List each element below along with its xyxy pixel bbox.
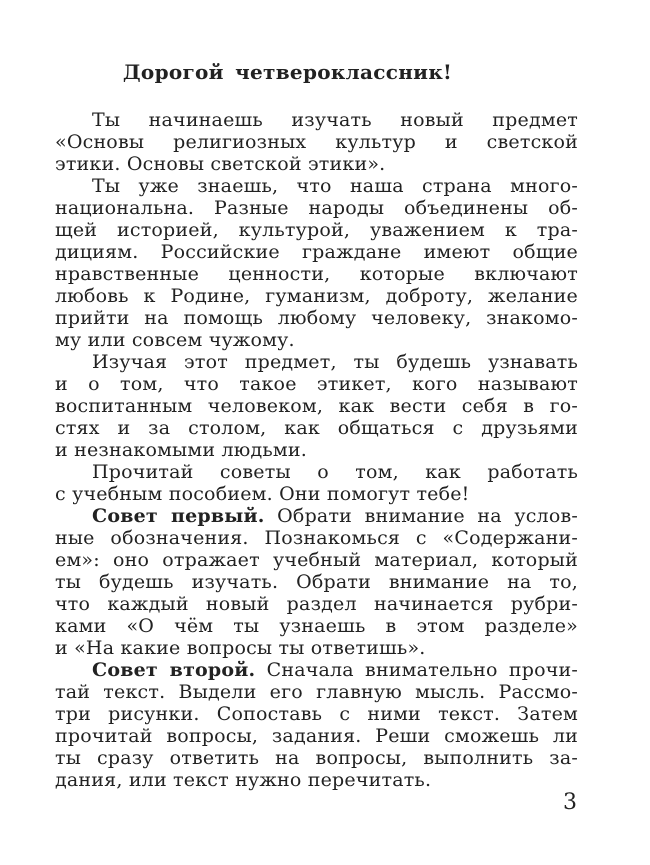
text-line: этики. Основы светской этики». (55, 153, 386, 175)
text-line: ками «О чём ты узнаешь в этом разделе» (55, 615, 578, 637)
text-line: прочитай вопросы, задания. Реши сможешь ли (55, 725, 578, 747)
paragraph (55, 175, 578, 351)
text-line: и о том, что такое этикет, кого называют (55, 373, 578, 395)
text-line: и «На какие вопросы ты ответишь». (55, 637, 426, 659)
paragraph (55, 351, 578, 461)
text-line: нравственные ценности, которые включают (55, 263, 578, 285)
text-line: ты сразу ответить на вопросы, выполнить за- (55, 747, 578, 769)
text-line: любовь к Родине, гуманизм, доброту, желание (55, 285, 578, 307)
text-line: и незнакомыми людьми. (55, 439, 307, 461)
text-line: ты будешь изучать. Обрати внимание на то, (55, 571, 578, 593)
text-column (55, 60, 578, 791)
text-line: Совет второй. Сначала внимательно прочи- (92, 659, 578, 681)
bold-lead: Совет второй. (92, 659, 256, 681)
text-line: дания, или текст нужно перечитать. (55, 769, 432, 791)
page-number: 3 (563, 790, 577, 815)
text-line: воспитанным человеком, как вести себя в го- (55, 395, 578, 417)
text-line: национальна. Разные народы объединены об- (55, 197, 578, 219)
text-line: Совет первый. Обрати внимание на услов- (92, 505, 578, 527)
text-line: щей историей, культурой, уважением к тра- (55, 219, 578, 241)
text-block (55, 109, 578, 791)
text-line: Ты уже знаешь, что наша страна много- (92, 175, 578, 197)
text-line: три рисунки. Сопоставь с ними текст. Затем (55, 703, 578, 725)
text-line: Ты начинаешь изучать новый предмет (92, 109, 578, 131)
text-line: Прочитай советы о том, как работать (92, 461, 578, 483)
bold-lead: Совет первый. (92, 505, 265, 527)
text-line: дициям. Российские граждане имеют общие (55, 241, 578, 263)
text-line: прийти на помощь любому человеку, знакомо- (55, 307, 578, 329)
text-line: «Основы религиозных культур и светской (55, 131, 578, 153)
text-line: ные обозначения. Познакомься с «Содержани- (55, 527, 578, 549)
paragraph (55, 461, 578, 505)
text-line: стях и за столом, как общаться с друзьями (55, 417, 578, 439)
paragraph (55, 505, 578, 659)
text-line: му или совсем чужому. (55, 329, 295, 351)
text-line: Изучая этот предмет, ты будешь узнавать (92, 351, 578, 373)
page-heading: Дорогой четвероклассник! (122, 60, 453, 84)
text-line: что каждый новый раздел начинается рубри- (55, 593, 578, 615)
text-line: тай текст. Выдели его главную мысль. Рассмо- (55, 681, 578, 703)
paragraph (55, 659, 578, 791)
text-line: с учебным пособием. Они помогут тебе! (55, 483, 470, 505)
text-line: ем»: оно отражает учебный материал, который (55, 549, 578, 571)
paragraph (55, 109, 578, 175)
